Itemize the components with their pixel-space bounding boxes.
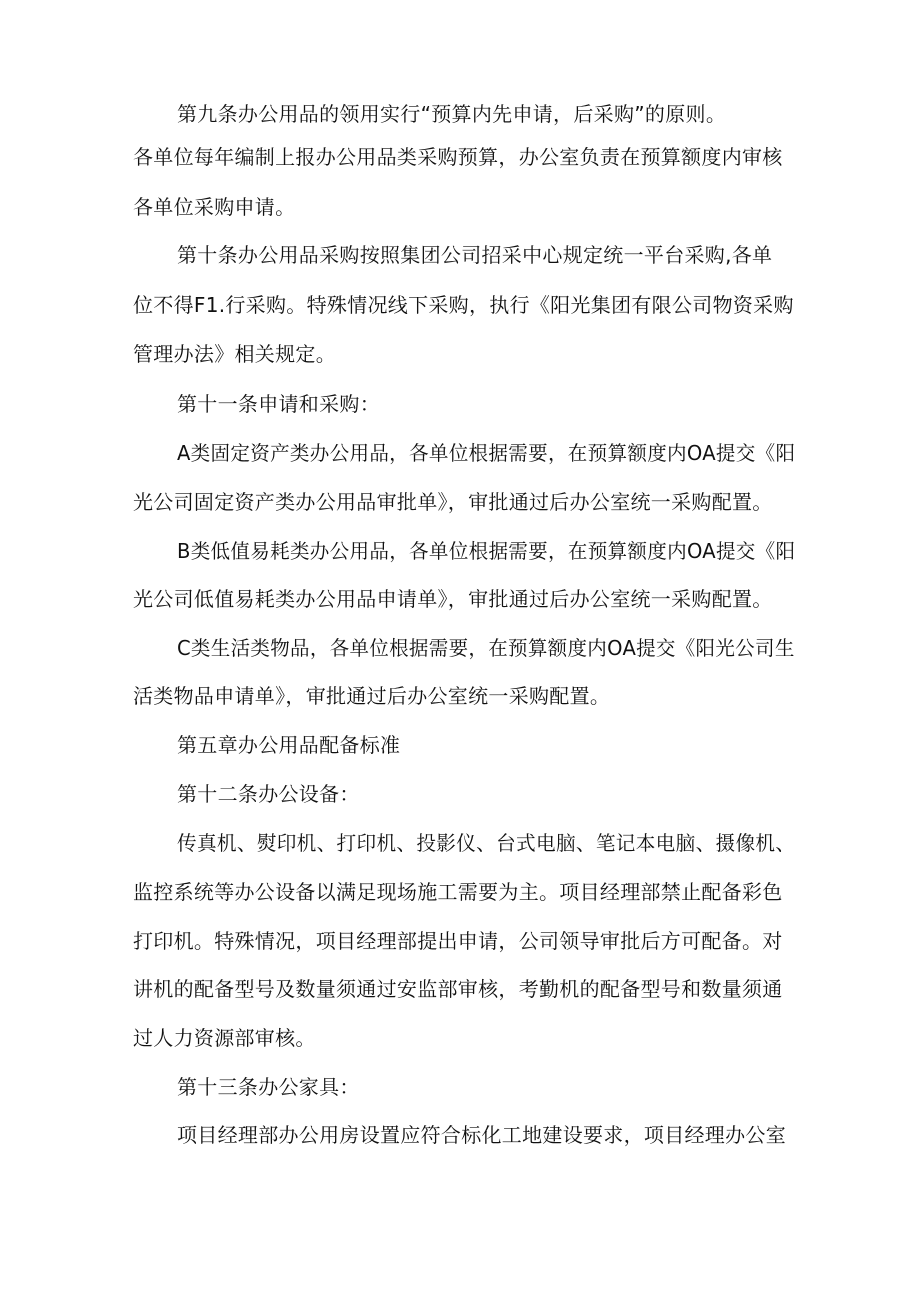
text-line: 打印机。特殊情况，项目经理部提出申请，公司领导审批后方可配备。对 [133,929,783,953]
text-line: 第九条办公用品的领用实行“预算内先申请，后采购”的原则。 [177,102,727,126]
text-line: 第十一条申请和采购： [177,392,380,416]
text-line: 第十条办公用品采购按照集团公司招采中心规定统一平台采购,各单 [177,243,773,267]
text-line: 管理办法》相关规定。 [133,342,336,366]
text-line: B类低值易耗类办公用品，各单位根据需要，在预算额度内OA提交《阳 [177,539,796,563]
text-line: 光公司低值易耗类办公用品申请单》，审批通过后办公室统一采购配置。 [133,587,773,611]
text-line: 光公司固定资产类办公用品审批单》，审批通过后办公室统一采购配置。 [133,490,773,514]
text-line: 第十三条办公家具： [177,1075,360,1099]
text-line: 传真机、熨印机、打印机、投影仪、台式电脑、笔记本电脑、摄像机、 [177,831,796,855]
text-line: 第五章办公用品配备标准 [177,733,401,757]
text-line: 讲机的配备型号及数量须通过安监部审核，考勤机的配备型号和数量须通 [133,977,783,1001]
text-line: A类固定资产类办公用品，各单位根据需要，在预算额度内OA提交《阳 [177,441,796,465]
text-line: 过人力资源部审核。 [133,1026,316,1050]
text-line: 项目经理部办公用房设置应符合标化工地建设要求，项目经理办公室 [177,1123,786,1147]
text-line: 各单位每年编制上报办公用品类采购预算，办公室负责在预算额度内审核 [133,145,783,169]
text-line: 第十二条办公设备： [177,782,360,806]
text-line: 位不得F1.行采购。特殊情况线下采购，执行《阳光集团有限公司物资采购 [133,293,794,317]
text-line: 监控系统等办公设备以满足现场施工需要为主。项目经理部禁止配备彩色 [133,880,783,904]
text-line: 活类物品申请单》，审批通过后办公室统一采购配置。 [133,684,611,708]
text-line: 各单位采购申请。 [133,195,296,219]
text-line: C类生活类物品，各单位根据需要，在预算额度内OA提交《阳光公司生 [177,636,795,660]
